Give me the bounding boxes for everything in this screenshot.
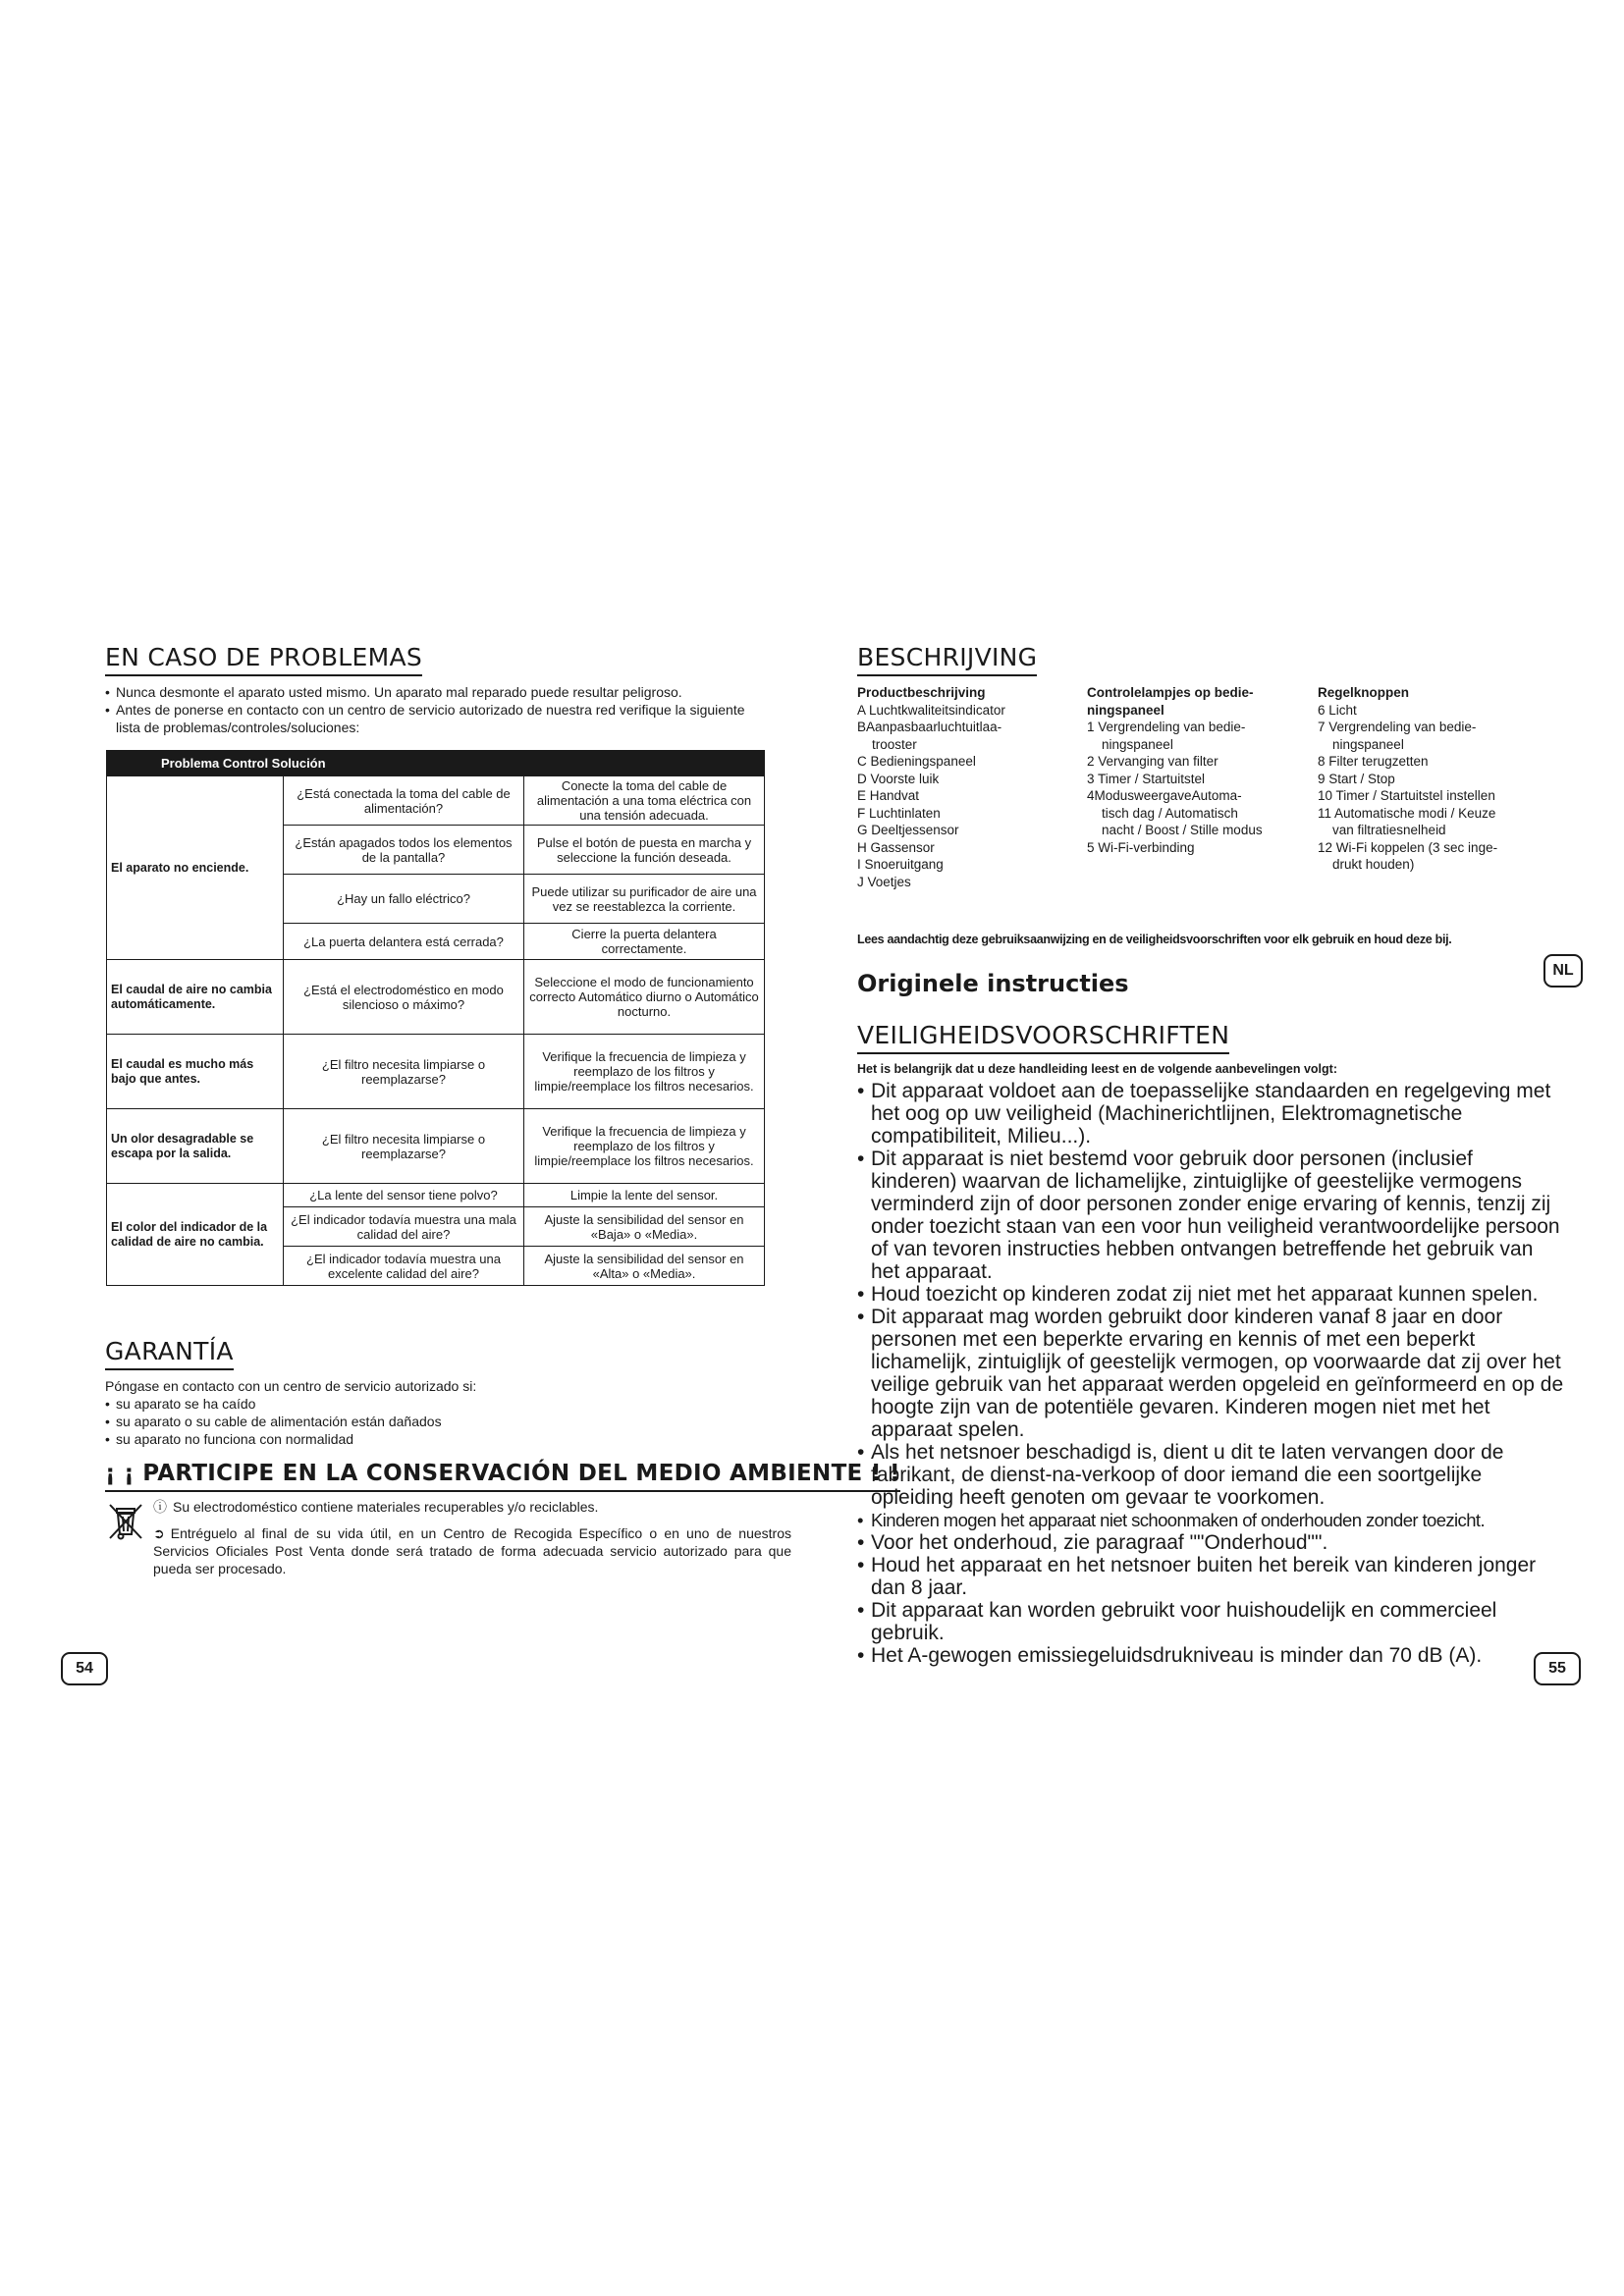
list-item: A Luchtkwaliteitsindicator — [857, 702, 1005, 718]
table-header: Problema Control Solución — [107, 751, 765, 776]
list-item: • Antes de ponerse en contacto con un centro de servicio autorizado de nuestra red verifique la siguiente lista de problemas/controles/soluciones: — [105, 701, 773, 736]
control-cell: ¿La lente del sensor tiene polvo? — [284, 1184, 524, 1207]
problem-cell: El caudal es mucho más bajo que antes. — [107, 1035, 284, 1109]
column-title-cont: ningspaneel — [1087, 702, 1164, 718]
list-item: • Als het netsnoer beschadigd is, dient u dit te laten vervangen door de fabrikant, de dienst-na-verkoop of door iemand die een soortgelijke opleiding heeft genoten om gevaar te voorkomen. — [857, 1441, 1564, 1509]
solution-cell: Ajuste la sensibilidad del sensor en «Alta» o «Media». — [524, 1247, 765, 1286]
list-item: • Dit apparaat kan worden gebruikt voor huishoudelijk en commercieel gebruik. — [857, 1599, 1564, 1644]
list-item: van filtratiesnelheid — [1318, 823, 1446, 837]
column-title: Controlelampjes op bedie- — [1087, 685, 1254, 700]
list-item: • Houd toezicht op kinderen zodat zij niet met het apparaat kunnen spelen. — [857, 1283, 1564, 1306]
list-item: tisch dag / Automatisch — [1087, 805, 1238, 821]
control-cell: ¿El indicador todavía muestra una excelente calidad del aire? — [284, 1247, 524, 1286]
info-icon: ⓘ — [153, 1499, 167, 1515]
column-title: Regelknoppen — [1318, 685, 1410, 700]
control-cell: ¿Están apagados todos los elementos de la pantalla? — [284, 826, 524, 875]
troubleshooting-table — [106, 750, 765, 1286]
table-row — [107, 1109, 765, 1184]
list-item: • su aparato o su cable de alimentación están dañados — [105, 1413, 773, 1430]
list-item: 8 Filter terugzetten — [1318, 754, 1429, 769]
table-row — [107, 1184, 765, 1207]
list-item: trooster — [857, 736, 917, 752]
solution-cell: Verifique la frecuencia de limpieza y reemplazo de los filtros y limpie/reemplace los filtros necesarios. — [524, 1035, 765, 1109]
right-page — [812, 0, 1624, 2296]
list-item: drukt houden) — [1318, 857, 1415, 872]
table-header-row — [107, 751, 765, 776]
table-row — [107, 776, 765, 826]
environment-item-2 — [153, 1524, 791, 1577]
control-cell: ¿El filtro necesita limpiarse o reemplazarse? — [284, 1109, 524, 1184]
control-buttons-column — [1318, 684, 1563, 874]
list-item: 11 Automatische modi / Keuze — [1318, 805, 1496, 821]
list-item: C Bedieningspaneel — [857, 754, 976, 769]
read-notice: Lees aandachtig deze gebruiksaanwijzing en de veiligheidsvoorschriften voor elk gebruik en houd deze bij. — [857, 933, 1452, 946]
solution-cell: Seleccione el modo de funcionamiento correcto Automático diurno o Automático nocturno. — [524, 960, 765, 1035]
list-item: H Gassensor — [857, 839, 935, 855]
solution-cell: Conecte la toma del cable de alimentación a una toma eléctrica con una tensión adecuada. — [524, 776, 765, 826]
problem-cell: El caudal de aire no cambia automáticamente. — [107, 960, 284, 1035]
list-item: D Voorste luik — [857, 771, 940, 786]
list-item: ningspaneel — [1087, 736, 1173, 752]
safety-intro: Het is belangrijk dat u deze handleiding leest en de volgende aanbevelingen volgt: — [857, 1062, 1337, 1076]
problem-cell: El aparato no enciende. — [107, 776, 284, 960]
environment-text-1: Su electrodoméstico contiene materiales recuperables y/o reciclables. — [173, 1499, 599, 1515]
table-row — [107, 1035, 765, 1109]
list-item: • Houd het apparaat en het netsnoer buiten het bereik van kinderen jonger dan 8 jaar. — [857, 1554, 1564, 1599]
list-item: E Handvat — [857, 788, 920, 803]
section-title-environment: ¡ ¡ PARTICIPE EN LA CONSERVACIÓN DEL MEDIO AMBIENTE ! ! — [105, 1459, 900, 1492]
list-item: • su aparato no funciona con normalidad — [105, 1430, 773, 1448]
product-description-column — [857, 684, 1078, 890]
control-cell: ¿El indicador todavía muestra una mala calidad del aire? — [284, 1207, 524, 1247]
arrow-icon: ➲ — [153, 1525, 165, 1541]
list-item: 10 Timer / Startuitstel instellen — [1318, 788, 1495, 803]
solution-cell: Puede utilizar su purificador de aire una vez se reestablezca la corriente. — [524, 875, 765, 924]
list-item: G Deeltjessensor — [857, 823, 959, 837]
warranty-list — [105, 1395, 773, 1448]
control-cell: ¿Está conectada la toma del cable de alimentación? — [284, 776, 524, 826]
safety-list — [857, 1080, 1564, 1667]
solution-cell: Pulse el botón de puesta en marcha y seleccione la función deseada. — [524, 826, 765, 875]
list-item: 2 Vervanging van filter — [1087, 754, 1218, 769]
problem-cell: Un olor desagradable se escapa por la salida. — [107, 1109, 284, 1184]
list-item: BAanpasbaarluchtuitlaa- — [857, 720, 1002, 734]
section-title-warranty: GARANTÍA — [105, 1337, 234, 1370]
problems-intro-list — [105, 683, 773, 736]
list-item: F Luchtinlaten — [857, 805, 941, 821]
list-item: • Dit apparaat voldoet aan de toepasselijke standaarden en regelgeving met het oog op uw veiligheid (Machinerichtlijnen, Elektromagnetische compatibiliteit, Milieu...). — [857, 1080, 1564, 1148]
list-item: 6 Licht — [1318, 702, 1357, 718]
list-item: • Voor het onderhoud, zie paragraaf ""Onderhoud"". — [857, 1531, 1564, 1554]
solution-cell: Cierre la puerta delantera correctamente. — [524, 924, 765, 960]
list-item: 3 Timer / Startuitstel — [1087, 771, 1206, 786]
environment-text-2: Entréguelo al final de su vida útil, en un Centro de Recogida Específico o en uno de nuestros Servicios Oficiales Post Venta donde será tratado de forma adecuada servicio autorizado para que pueda ser procesado. — [153, 1525, 791, 1576]
list-item: 7 Vergrendeling van bedie- — [1318, 720, 1477, 734]
list-item: 1 Vergrendeling van bedie- — [1087, 720, 1246, 734]
list-item: 12 Wi-Fi koppelen (3 sec inge- — [1318, 839, 1498, 855]
page-number-right: 55 — [1534, 1652, 1581, 1685]
page-number-left: 54 — [61, 1652, 108, 1685]
language-badge: NL — [1543, 954, 1583, 988]
solution-cell: Ajuste la sensibilidad del sensor en «Baja» o «Media». — [524, 1207, 765, 1247]
list-item: 5 Wi-Fi-verbinding — [1087, 839, 1195, 855]
solution-cell: Limpie la lente del sensor. — [524, 1184, 765, 1207]
list-item: • Het A-gewogen emissiegeluidsdrukniveau is minder dan 70 dB (A). — [857, 1644, 1564, 1667]
list-item: • Dit apparaat mag worden gebruikt door kinderen vanaf 8 jaar en door personen met een beperkte ervaring en kennis of met een beperkt lichamelijk, zintuiglijk of geestelijk vermogen, op voorwaarde dat zij over het veilige gebruik van het apparaat werden opgeleid en geïnformeerd en op de hoogte zijn van de potentiële gevaren. Kinderen mogen niet met het apparaat spelen. — [857, 1306, 1564, 1441]
list-item: J Voetjes — [857, 874, 911, 889]
problem-cell: El color del indicador de la calidad de aire no cambia. — [107, 1184, 284, 1286]
list-item: • su aparato se ha caído — [105, 1395, 773, 1413]
list-item: • Nunca desmonte el aparato usted mismo. Un aparato mal reparado puede resultar peligroso. — [105, 683, 773, 701]
control-cell: ¿Hay un fallo eléctrico? — [284, 875, 524, 924]
control-cell: ¿El filtro necesita limpiarse o reemplazarse? — [284, 1035, 524, 1109]
column-title: Productbeschrijving — [857, 685, 986, 700]
control-cell: ¿Está el electrodoméstico en modo silencioso o máximo? — [284, 960, 524, 1035]
list-item: • Dit apparaat is niet bestemd voor gebruik door personen (inclusief kinderen) waarvan de lichamelijke, zintuiglijke of geestelijke vermogens verminderd zijn of door personen zonder enige ervaring of kennis, tenzij zij onder toezicht staan van een voor hun veiligheid verantwoordelijke persoon of van tevoren instructies hebben ontvangen betreffende het gebruik van het apparaat. — [857, 1148, 1564, 1283]
list-item: I Snoeruitgang — [857, 857, 944, 872]
section-title-safety: VEILIGHEIDSVOORSCHRIFTEN — [857, 1021, 1229, 1054]
control-cell: ¿La puerta delantera está cerrada? — [284, 924, 524, 960]
list-item: 9 Start / Stop — [1318, 771, 1395, 786]
original-instructions-title: Originele instructies — [857, 970, 1129, 997]
warranty-intro: Póngase en contacto con un centro de servicio autorizado si: — [105, 1378, 477, 1394]
control-lights-column — [1087, 684, 1308, 856]
environment-item-1 — [153, 1498, 777, 1516]
section-title-description: BESCHRIJVING — [857, 643, 1037, 676]
table-row — [107, 960, 765, 1035]
solution-cell: Verifique la frecuencia de limpieza y reemplazo de los filtros y limpie/reemplace los filtros necesarios. — [524, 1109, 765, 1184]
list-item: • Kinderen mogen het apparaat niet schoonmaken of onderhouden zonder toezicht. — [857, 1509, 1564, 1531]
recycle-bin-icon — [106, 1499, 145, 1542]
section-title-problems: EN CASO DE PROBLEMAS — [105, 643, 422, 676]
list-item: 4ModusweergaveAutoma- — [1087, 788, 1242, 803]
list-item: ningspaneel — [1318, 736, 1404, 752]
list-item: nacht / Boost / Stille modus — [1087, 823, 1263, 837]
